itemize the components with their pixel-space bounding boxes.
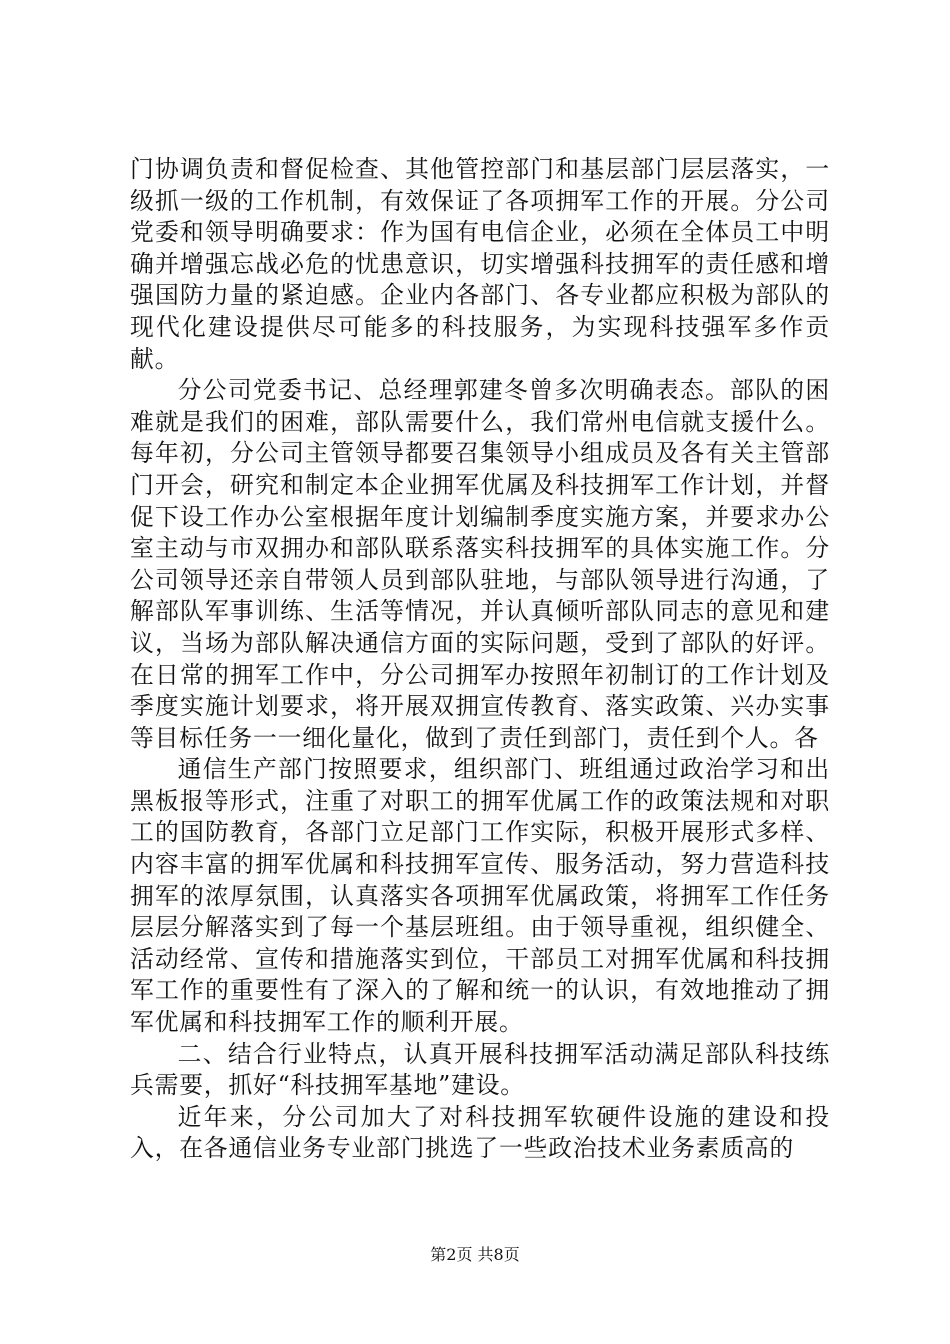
paragraph-3: 通信生产部门按照要求，组织部门、班组通过政治学习和出黑板报等形式，注重了对职工的拥军优属工作的政策法规和对职工的国防教育，各部门立足部门工作实际，积极开展形式多样、内容丰富的拥军优属和科技拥军宣传、服务活动，努力营造科技拥军的浓厚氛围，认真落实各项拥军优属政策，将拥军工作任务层层分解落实到了每一个基层班组。由于领导重视，组织健全、活动经常、宣传和措施落实到位，干部员工对拥军优属和科技拥军工作的重要性有了深入的了解和统一的认识，有效地推动了拥军优属和科技拥军工作的顺利开展。 (130, 755, 830, 1037)
section-heading-2: 二、结合行业特点，认真开展科技拥军活动满足部队科技练兵需要，抓好“科技拥军基地”建设。 (130, 1039, 830, 1100)
document-body (130, 154, 830, 1165)
paragraph-2: 分公司党委书记、总经理郭建冬曾多次明确表态。部队的困难就是我们的困难，部队需要什么，我们常州电信就支援什么。每年初，分公司主管领导都要召集领导小组成员及各有关主管部门开会，研究和制定本企业拥军优属及科技拥军工作计划，并督促下设工作办公室根据年度计划编制季度实施方案，并要求办公室主动与市双拥办和部队联系落实科技拥军的具体实施工作。分公司领导还亲自带领人员到部队驻地，与部队领导进行沟通，了解部队军事训练、生活等情况，并认真倾听部队同志的意见和建议，当场为部队解决通信方面的实际问题，受到了部队的好评。在日常的拥军工作中，分公司拥军办按照年初制订的工作计划及季度实施计划要求，将开展双拥宣传教育、落实政策、兴办实事等目标任务一一细化量化，做到了责任到部门，责任到个人。各 (130, 376, 830, 752)
paragraph-4: 近年来，分公司加大了对科技拥军软硬件设施的建设和投入，在各通信业务专业部门挑选了一些政治技术业务素质高的 (130, 1102, 830, 1163)
page-number-footer: 第2页 共8页 (430, 1245, 520, 1264)
paragraph-1: 门协调负责和督促检查、其他管控部门和基层部门层层落实，一级抓一级的工作机制，有效保证了各项拥军工作的开展。分公司党委和领导明确要求：作为国有电信企业，必须在全体员工中明确并增强忘战必危的忧患意识，切实增强科技拥军的责任感和增强国防力量的紧迫感。企业内各部门、各专业都应积极为部队的现代化建设提供尽可能多的科技服务，为实现科技强军多作贡献。 (130, 155, 830, 373)
